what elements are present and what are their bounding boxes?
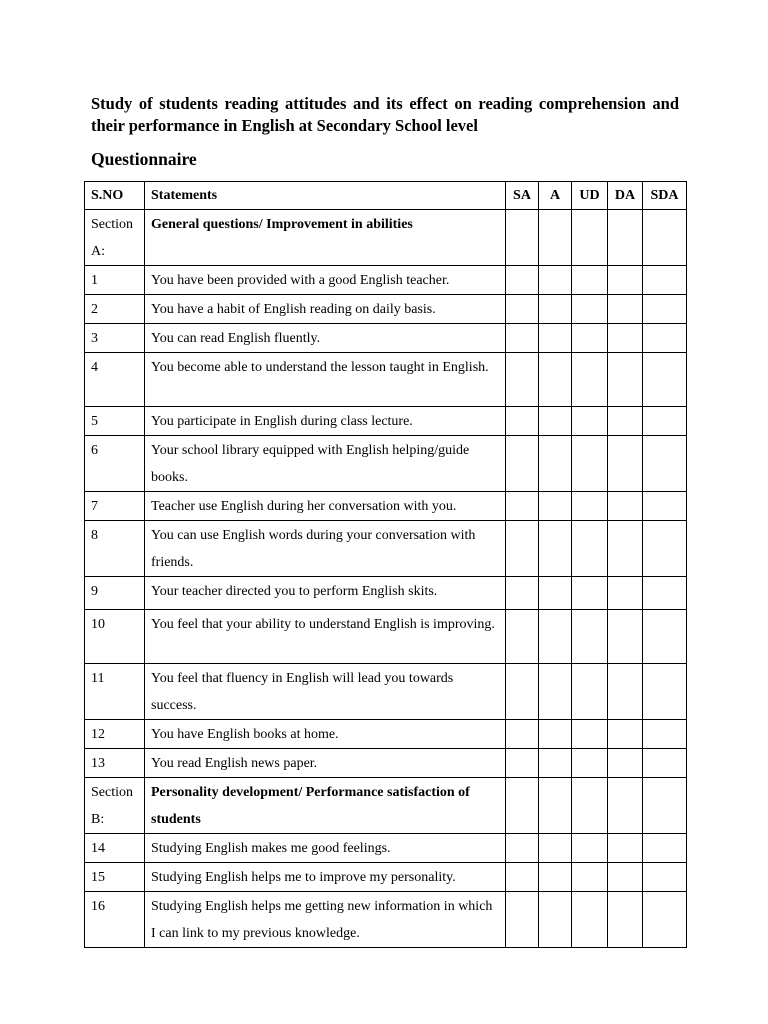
rating-cell-ud[interactable] (572, 610, 608, 664)
table-row (85, 720, 687, 749)
rating-cell-sa[interactable] (506, 266, 539, 295)
table-row (85, 610, 687, 664)
statement-text: You have a habit of English reading on daily basis. (145, 295, 506, 324)
rating-cell-sa[interactable] (506, 892, 539, 948)
item-number: 9 (85, 577, 145, 610)
table-row (85, 353, 687, 407)
statement-text: Your teacher directed you to perform English skits. (145, 577, 506, 610)
rating-cell-ud[interactable] (572, 407, 608, 436)
rating-cell-sda[interactable] (643, 664, 687, 720)
rating-cell-a[interactable] (539, 749, 572, 778)
table-row (85, 577, 687, 610)
rating-cell-sda[interactable] (643, 407, 687, 436)
item-number: 4 (85, 353, 145, 407)
item-number: 14 (85, 834, 145, 863)
rating-cell-da[interactable] (608, 664, 643, 720)
statement-text: You read English news paper. (145, 749, 506, 778)
rating-cell-ud[interactable] (572, 664, 608, 720)
rating-cell-ud[interactable] (572, 492, 608, 521)
section-label: Section A: (85, 210, 145, 266)
rating-cell-sa (506, 210, 539, 266)
rating-cell-sa[interactable] (506, 295, 539, 324)
item-number: 5 (85, 407, 145, 436)
rating-cell-a[interactable] (539, 266, 572, 295)
rating-cell-ud[interactable] (572, 436, 608, 492)
rating-cell-sda[interactable] (643, 749, 687, 778)
section-row (85, 778, 687, 834)
questionnaire-table (84, 181, 687, 948)
rating-cell-da[interactable] (608, 577, 643, 610)
rating-cell-sda[interactable] (643, 720, 687, 749)
item-number: 6 (85, 436, 145, 492)
statement-text: Studying English helps me to improve my personality. (145, 863, 506, 892)
statement-text: You feel that your ability to understand English is improving. (145, 610, 506, 664)
rating-cell-da[interactable] (608, 353, 643, 407)
rating-cell-sda[interactable] (643, 863, 687, 892)
statement-text: You feel that fluency in English will lead you towards success. (145, 664, 506, 720)
item-number: 16 (85, 892, 145, 948)
table-row (85, 863, 687, 892)
rating-cell-sda[interactable] (643, 521, 687, 577)
rating-cell-sa[interactable] (506, 749, 539, 778)
item-number: 7 (85, 492, 145, 521)
rating-cell-a[interactable] (539, 892, 572, 948)
table-row (85, 492, 687, 521)
rating-cell-ud[interactable] (572, 521, 608, 577)
header-row (85, 182, 687, 210)
rating-cell-da[interactable] (608, 521, 643, 577)
rating-cell-ud[interactable] (572, 749, 608, 778)
item-number: 1 (85, 266, 145, 295)
rating-cell-a[interactable] (539, 407, 572, 436)
table-row (85, 834, 687, 863)
section-label: Section B: (85, 778, 145, 834)
rating-cell-a[interactable] (539, 834, 572, 863)
rating-cell-sda[interactable] (643, 834, 687, 863)
statement-text: You become able to understand the lesson taught in English. (145, 353, 506, 407)
statement-text: You can use English words during your conversation with friends. (145, 521, 506, 577)
rating-cell-sda[interactable] (643, 295, 687, 324)
rating-cell-ud[interactable] (572, 577, 608, 610)
column-header-a: A (539, 182, 572, 210)
rating-cell-da[interactable] (608, 492, 643, 521)
rating-cell-sa[interactable] (506, 720, 539, 749)
column-header-da: DA (608, 182, 643, 210)
questionnaire-heading: Questionnaire (91, 149, 197, 169)
rating-cell-sa[interactable] (506, 521, 539, 577)
rating-cell-da[interactable] (608, 436, 643, 492)
item-number: 11 (85, 664, 145, 720)
column-header-ud: UD (572, 182, 608, 210)
statement-text: Your school library equipped with English helping/guide books. (145, 436, 506, 492)
rating-cell-sa[interactable] (506, 863, 539, 892)
rating-cell-a[interactable] (539, 577, 572, 610)
rating-cell-a[interactable] (539, 492, 572, 521)
rating-cell-da[interactable] (608, 863, 643, 892)
rating-cell-a[interactable] (539, 863, 572, 892)
rating-cell-sa[interactable] (506, 834, 539, 863)
rating-cell-sa[interactable] (506, 353, 539, 407)
rating-cell-a (539, 210, 572, 266)
rating-cell-da[interactable] (608, 720, 643, 749)
statement-text: You participate in English during class lecture. (145, 407, 506, 436)
rating-cell-sda[interactable] (643, 492, 687, 521)
rating-cell-sda[interactable] (643, 353, 687, 407)
rating-cell-da[interactable] (608, 834, 643, 863)
column-header-sa: SA (506, 182, 539, 210)
item-number: 13 (85, 749, 145, 778)
column-header-sda: SDA (643, 182, 687, 210)
rating-cell-da[interactable] (608, 295, 643, 324)
rating-cell-da[interactable] (608, 892, 643, 948)
rating-cell-ud[interactable] (572, 295, 608, 324)
table-row (85, 324, 687, 353)
table-row (85, 749, 687, 778)
item-number: 3 (85, 324, 145, 353)
rating-cell-sa[interactable] (506, 407, 539, 436)
statement-text: You have English books at home. (145, 720, 506, 749)
document-title: Study of students reading attitudes and its effect on reading comprehension and their performance in English at Secondary School level (91, 94, 679, 135)
rating-cell-da[interactable] (608, 324, 643, 353)
rating-cell-ud[interactable] (572, 834, 608, 863)
rating-cell-sa[interactable] (506, 577, 539, 610)
rating-cell-da (608, 778, 643, 834)
rating-cell-ud (572, 778, 608, 834)
rating-cell-ud (572, 210, 608, 266)
rating-cell-a[interactable] (539, 353, 572, 407)
item-number: 15 (85, 863, 145, 892)
rating-cell-ud[interactable] (572, 720, 608, 749)
table-row (85, 664, 687, 720)
rating-cell-a[interactable] (539, 324, 572, 353)
statement-text: Studying English helps me getting new information in which I can link to my previous knowledge. (145, 892, 506, 948)
section-title: Personality development/ Performance satisfaction of students (145, 778, 506, 834)
table-row (85, 521, 687, 577)
item-number: 10 (85, 610, 145, 664)
rating-cell-da (608, 210, 643, 266)
rating-cell-ud[interactable] (572, 353, 608, 407)
table-row (85, 295, 687, 324)
table-row (85, 407, 687, 436)
rating-cell-sda (643, 210, 687, 266)
rating-cell-sa[interactable] (506, 324, 539, 353)
rating-cell-sa[interactable] (506, 436, 539, 492)
rating-cell-ud[interactable] (572, 892, 608, 948)
rating-cell-a[interactable] (539, 521, 572, 577)
statement-text: Teacher use English during her conversation with you. (145, 492, 506, 521)
statement-text: You have been provided with a good English teacher. (145, 266, 506, 295)
rating-cell-ud[interactable] (572, 324, 608, 353)
rating-cell-a[interactable] (539, 610, 572, 664)
section-row (85, 210, 687, 266)
rating-cell-sda[interactable] (643, 892, 687, 948)
rating-cell-da[interactable] (608, 266, 643, 295)
rating-cell-sa[interactable] (506, 492, 539, 521)
rating-cell-a[interactable] (539, 295, 572, 324)
table-row (85, 266, 687, 295)
rating-cell-da[interactable] (608, 407, 643, 436)
rating-cell-sda[interactable] (643, 577, 687, 610)
statement-text: You can read English fluently. (145, 324, 506, 353)
rating-cell-sa[interactable] (506, 664, 539, 720)
rating-cell-ud[interactable] (572, 863, 608, 892)
rating-cell-sda (643, 778, 687, 834)
column-header-statements: Statements (145, 182, 506, 210)
table-row (85, 436, 687, 492)
column-header-sno: S.NO (85, 182, 145, 210)
statement-text: Studying English makes me good feelings. (145, 834, 506, 863)
rating-cell-sda[interactable] (643, 324, 687, 353)
item-number: 8 (85, 521, 145, 577)
rating-cell-a[interactable] (539, 436, 572, 492)
rating-cell-sda[interactable] (643, 610, 687, 664)
rating-cell-da[interactable] (608, 749, 643, 778)
item-number: 2 (85, 295, 145, 324)
item-number: 12 (85, 720, 145, 749)
table-row (85, 892, 687, 948)
rating-cell-sda[interactable] (643, 266, 687, 295)
section-title: General questions/ Improvement in abilities (145, 210, 506, 266)
rating-cell-sa (506, 778, 539, 834)
rating-cell-a (539, 778, 572, 834)
rating-cell-da[interactable] (608, 610, 643, 664)
rating-cell-sda[interactable] (643, 436, 687, 492)
rating-cell-sa[interactable] (506, 610, 539, 664)
rating-cell-a[interactable] (539, 720, 572, 749)
rating-cell-a[interactable] (539, 664, 572, 720)
rating-cell-ud[interactable] (572, 266, 608, 295)
